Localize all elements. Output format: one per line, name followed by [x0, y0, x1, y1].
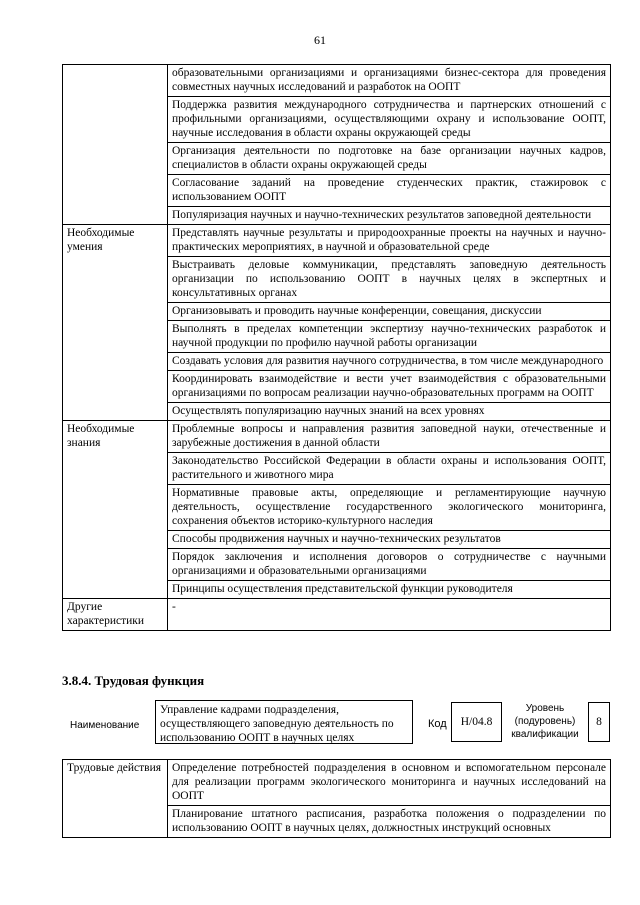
knowledge-label: Необходимые знания [63, 421, 168, 599]
skills-label: Необходимые умения [63, 225, 168, 421]
table-cell: Выполнять в пределах компетенции экспертизу научно-технических разработок и научной продукции по профилю научной работы организации [168, 321, 611, 353]
table-cell: Осуществлять популяризацию научных знаний на всех уровнях [168, 403, 611, 421]
function-name-box: Управление кадрами подразделения, осуществляющего заповедную деятельность по использованию ООПТ в научных целях [155, 700, 413, 744]
code-label: Код [428, 718, 447, 730]
code-box: H/04.8 [451, 702, 502, 742]
table-row [63, 225, 611, 257]
table-cell: Создавать условия для развития научного сотрудничества, в том числе международного [168, 353, 611, 371]
table-cell: Организация деятельности по подготовке на базе организации научных кадров, специалистов в области охраны окружающей среды [168, 143, 611, 175]
table-cell: Способы продвижения научных и научно-технических результатов [168, 531, 611, 549]
table-cell: - [168, 599, 611, 631]
table-row [63, 760, 611, 806]
level-label: Уровень (подуровень) квалификации [511, 703, 579, 740]
table-cell: Популяризация научных и научно-технических результатов заповедной деятельности [168, 207, 611, 225]
table-row [63, 599, 611, 631]
actions-label: Трудовые действия [63, 760, 168, 838]
table-cell: Принципы осуществления представительской функции руководителя [168, 581, 611, 599]
table-cell: Организовывать и проводить научные конференции, совещания, дискуссии [168, 303, 611, 321]
table-cell: Определение потребностей подразделения в основном и вспомогательном персонале для реализации программ экологического мониторинга и научных исследований на ООПТ [168, 760, 611, 806]
table-cell: Нормативные правовые акты, определяющие и регламентирующие научную деятельность, осуществление государственного экологического мониторинга, сохранения объектов историко-культурного наследия [168, 485, 611, 531]
table-row [63, 65, 611, 97]
name-label: Наименование [70, 720, 140, 731]
section-heading: 3.8.4. Трудовая функция [62, 673, 205, 688]
table-cell: Законодательство Российской Федерации в области охраны и использования ООПТ, растительного и животного мира [168, 453, 611, 485]
labor-actions-table [62, 759, 611, 838]
level-box: 8 [588, 702, 610, 742]
table-cell: Представлять научные результаты и природоохранные проекты на научных и научно-практических мероприятиях, в научной и образовательной среде [168, 225, 611, 257]
table-cell: Проблемные вопросы и направления развития заповедной науки, отечественные и зарубежные достижения в данной области [168, 421, 611, 453]
table-cell: Порядок заключения и исполнения договоров о сотрудничестве с научными организациями и образовательными организациями [168, 549, 611, 581]
continued-label-cell [63, 65, 168, 225]
table-cell: образовательными организациями и организациями бизнес-сектора для проведения совместных научных исследований и разработок на ООПТ [168, 65, 611, 97]
table-cell: Выстраивать деловые коммуникации, представлять заповедную деятельность организации по использованию ООПТ в научных целях в экспертных и консультативных органах [168, 257, 611, 303]
other-label: Другие характеристики [63, 599, 168, 631]
competency-table [62, 64, 611, 631]
table-cell: Согласование заданий на проведение студенческих практик, стажировок с использованием ООПТ [168, 175, 611, 207]
table-cell: Планирование штатного расписания, разработка положения о подразделении по использованию ООПТ в научных целях, должностных инструкций основных [168, 806, 611, 838]
table-cell: Поддержка развития международного сотрудничества и партнерских отношений с профильными организациями, осуществляющими охрану и использование ООПТ, научные исследования в области охраны окружающей среды [168, 97, 611, 143]
table-row [63, 421, 611, 453]
table-cell: Координировать взаимодействие и вести учет взаимодействия с образовательными организациями по вопросам реализации научно-образовательных программ на ООПТ [168, 371, 611, 403]
page-number: 61 [314, 33, 326, 47]
